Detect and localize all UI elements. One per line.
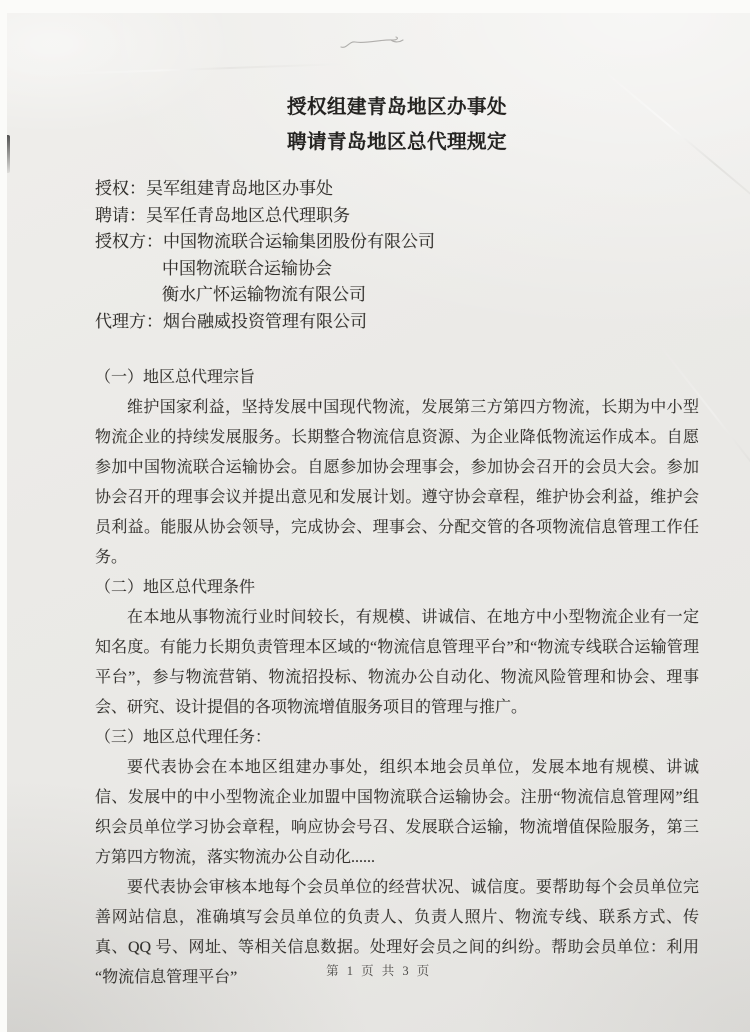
section-2-paragraph: 在本地从事物流行业时间较长，有规模、讲诚信、在地方中小型物流企业有一定知名度。有能力长期负责管理本区域的“物流信息管理平台”和“物流专线联合运输管理平台”，参与物流营销、物流招投标、物流办公自动化、物流风险管理和协会、理事会、研究、设计提倡的各项物流增值服务项目的管理与推广。	[95, 609, 699, 716]
section-2-heading: （二）地区总代理条件	[95, 579, 256, 596]
title-line-2: 聘请青岛地区总代理规定	[286, 132, 507, 153]
meta-block	[95, 176, 435, 335]
page-number-footer: 第 1 页 共 3 页	[326, 964, 432, 978]
paper-crease	[62, 63, 342, 75]
section-3-heading: （三）地区总代理任务：	[95, 729, 272, 746]
meta-authorizer-3: 衡水广怀运输物流有限公司	[162, 285, 366, 304]
meta-authorization: 授权：吴军组建青岛地区办事处	[95, 179, 333, 198]
ink-smudge	[337, 31, 407, 53]
scan-edge-mark	[7, 135, 10, 173]
section-3-paragraph-2: 要代表协会审核本地每个会员单位的经营状况、诚信度。要帮助每个会员单位完善网站信息，准确填写会员单位的负责人、负责人照片、物流专线、联系方式、传真、QQ 号、网址、等相关信息数据。处理好会员之间的纠纷。帮助会员单位：利用“物流信息管理平台”	[95, 879, 699, 986]
section-3-paragraph-1: 要代表协会在本地区组建办事处，组织本地会员单位，发展本地有规模、讲诚信、发展中的中小型物流企业加盟中国物流联合运输协会。注册“物流信息管理网”组织会员单位学习协会章程，响应协会号召、发展联合运输，物流增值保险服务，第三方第四方物流，落实物流办公自动化......	[95, 759, 699, 866]
document-title	[95, 90, 699, 160]
document-body	[95, 363, 699, 993]
title-line-1: 授权组建青岛地区办事处	[286, 97, 507, 118]
section-1-paragraph: 维护国家利益，坚持发展中国现代物流，发展第三方第四方物流，长期为中小型物流企业的持续发展服务。长期整合物流信息资源、为企业降低物流运作成本。自愿参加中国物流联合运输协会。自愿参加协会理事会，参加协会召开的会员大会。参加协会召开的理事会议并提出意见和发展计划。遵守协会章程，维护协会利益，维护会员利益。能服从协会领导，完成协会、理事会、分配交管的各项物流信息管理工作任务。	[95, 399, 699, 566]
meta-agent: 代理方：烟台融威投资管理有限公司	[95, 311, 367, 331]
meta-authorizer-1: 授权方：中国物流联合运输集团股份有限公司	[95, 232, 435, 251]
meta-authorizer-2: 中国物流联合运输协会	[162, 258, 332, 278]
section-1-heading: （一）地区总代理宗旨	[95, 369, 256, 386]
scanned-paper	[7, 13, 750, 1032]
meta-appointment: 聘请：吴军任青岛地区总代理职务	[95, 205, 350, 225]
